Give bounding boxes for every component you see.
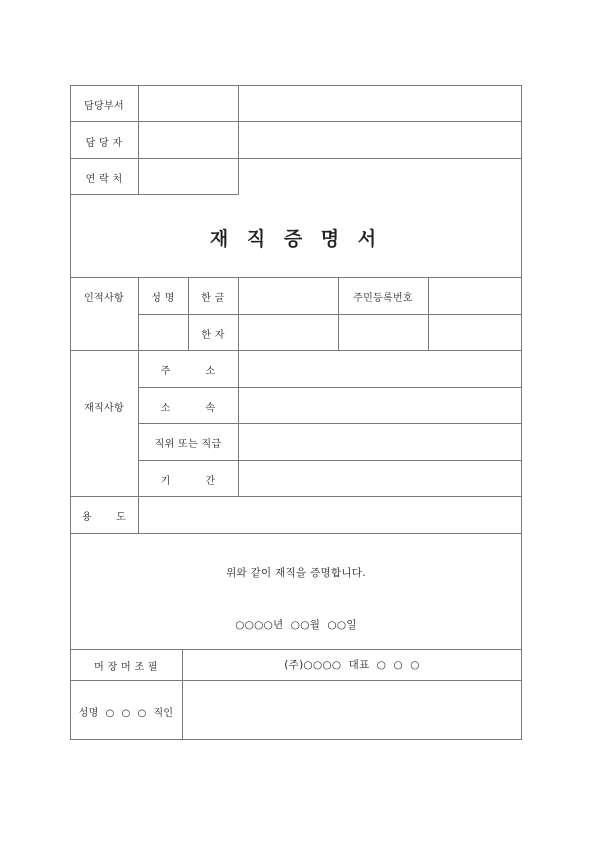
rule xyxy=(138,387,522,388)
department-label: 담당부서 xyxy=(84,101,124,112)
rule xyxy=(338,277,339,350)
address-label: 주 소 xyxy=(160,366,216,377)
position-label: 직위 또는 직급 xyxy=(154,439,222,450)
affiliation-label: 소 속 xyxy=(160,403,216,414)
document-title: 재 직 증 명 서 xyxy=(209,228,383,250)
contact-label: 연 락 처 xyxy=(85,174,123,185)
rule xyxy=(138,314,522,315)
company-representative: (주)○○○○ 대표 ○ ○ ○ xyxy=(284,659,420,671)
rule xyxy=(138,423,522,424)
hangul-label: 한 글 xyxy=(201,293,225,304)
name-label: 성 명 xyxy=(151,293,175,304)
hanja-label: 한 자 xyxy=(201,330,225,341)
rule xyxy=(182,649,183,740)
rule xyxy=(138,277,139,533)
rule xyxy=(238,277,239,496)
rule xyxy=(138,85,139,195)
signature-line: 성명 ○ ○ ○ 직인 xyxy=(78,708,174,719)
rule xyxy=(138,460,522,461)
employment-section-label: 재직사항 xyxy=(84,403,124,414)
person-in-charge-label: 담 당 자 xyxy=(85,138,123,149)
rule xyxy=(70,533,522,534)
resident-number-label: 주민등록번호 xyxy=(353,293,413,304)
rule xyxy=(70,194,238,195)
rule xyxy=(428,277,429,350)
issue-date: ○○○○년 ○○월 ○○일 xyxy=(235,619,357,631)
certification-statement: 위와 같이 재직을 증명합니다. xyxy=(226,567,366,579)
purpose-label: 용 도 xyxy=(81,512,127,523)
seal-label: 머 장 머 조 필 xyxy=(94,662,158,673)
rule xyxy=(70,649,522,650)
period-label: 기 간 xyxy=(160,476,216,487)
personal-section-label: 인적사항 xyxy=(84,293,124,304)
rule xyxy=(188,277,189,350)
rule xyxy=(70,680,522,681)
rule xyxy=(238,85,239,195)
